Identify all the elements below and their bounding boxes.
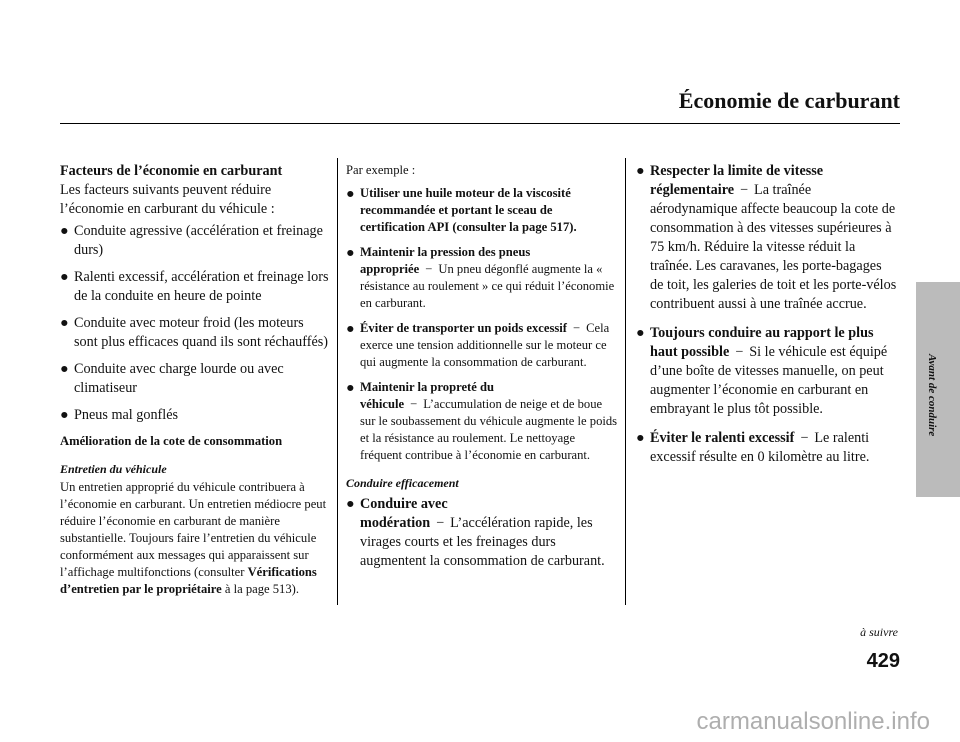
bullet-icon: ● <box>346 321 355 337</box>
column-3 <box>636 162 898 467</box>
section-tab-label: Avant de conduire <box>926 353 938 437</box>
bullet-icon: ● <box>346 496 355 512</box>
column-divider <box>625 158 626 605</box>
continued-note: à suivre <box>860 625 898 639</box>
list-item: ● Conduire avec modération − L’accélération rapide, les virages courts et les freinages durs augmentent la consommation de carburant. <box>346 496 605 569</box>
bullet-icon: ● <box>346 380 355 396</box>
bullet-icon: ● <box>60 315 69 331</box>
watermark: carmanualsonline.info <box>696 708 930 735</box>
section-heading: Amélioration de la cote de consommation <box>60 434 283 448</box>
paragraph: Un entretien approprié du véhicule contribuera à l’économie en carburant. Un entretien médiocre peut réduire l’économie en carburant de manière substantielle. Toujours faire l’entretien du véhicule conformément aux messages qui apparaissent sur l’affichage multifonctions (consulter Vérifications d’entretien par le propriétaire à la page 513). <box>60 480 327 596</box>
page-title: Économie de carburant <box>678 88 900 113</box>
column-2 <box>346 162 618 571</box>
bullet-icon: ● <box>636 325 645 341</box>
column-divider <box>337 158 338 605</box>
section-heading: Facteurs de l’économie en carburant <box>60 163 283 179</box>
page-number: 429 <box>866 650 900 672</box>
list-item: ● Conduite avec charge lourde ou avec climatiseur <box>60 361 284 396</box>
bullet-icon: ● <box>636 430 645 446</box>
list-item: ● Éviter de transporter un poids excessif − Cela exerce une tension additionnelle sur le moteur ce qui augmente la consommation de carburant. <box>346 321 610 369</box>
list-item: ● Maintenir la pression des pneus appropriée − Un pneu dégonflé augmente la « résistance au roulement » ce qui réduit l’économie en carburant. <box>346 245 615 310</box>
list-item: ● Pneus mal gonflés <box>60 407 179 423</box>
sub-heading: Conduire efficacement <box>346 476 459 490</box>
intro-text: Les facteurs suivants peuvent réduire l’économie en carburant du véhicule : <box>60 182 275 217</box>
factor-list <box>60 222 330 425</box>
list-item: ● Conduite avec moteur froid (les moteurs sont plus efficaces quand ils sont réchauffés) <box>60 315 328 350</box>
sub-heading: Entretien du véhicule <box>60 462 167 476</box>
bullet-icon: ● <box>60 361 69 377</box>
header-rule <box>60 123 900 124</box>
bullet-icon: ● <box>636 163 645 179</box>
bullet-icon: ● <box>346 186 355 202</box>
bullet-icon: ● <box>346 245 355 261</box>
list-item: ● Éviter le ralenti excessif − Le ralenti excessif résulte en 0 kilomètre au litre. <box>636 430 870 465</box>
list-item: ● Toujours conduire au rapport le plus haut possible − Si le véhicule est équipé d’une boîte de vitesses manuelle, on peut augmenter l’économie en carburant en embrayant le plus tôt possible. <box>636 325 888 417</box>
bullet-icon: ● <box>60 223 69 239</box>
intro-text: Par exemple : <box>346 163 416 177</box>
column-1 <box>60 162 330 598</box>
list-item: ● Utiliser une huile moteur de la viscosité recommandée et portant le sceau de certification API (consulter la page 517). <box>346 186 577 234</box>
bullet-icon: ● <box>60 269 69 285</box>
bullet-icon: ● <box>60 407 69 423</box>
list-item: ● Respecter la limite de vitesse réglementaire − La traînée aérodynamique affecte beaucoup la cote de consommation à des vitesses supérieures à 75 km/h. Réduire la vitesse réduit la traînée. Les caravanes, les porte-bagages de toit, les galeries de toit et les porte-vélos contribuent aussi à une traînée accrue. <box>636 163 897 312</box>
list-item: ● Maintenir la propreté du véhicule − L’accumulation de neige et de boue sur le soubassement du véhicule augmente le poids et la résistance au roulement. Le nettoyage fréquent contribue à l’économie en carburant. <box>346 380 618 462</box>
list-item: ● Conduite agressive (accélération et freinage durs) <box>60 223 323 258</box>
list-item: ● Ralenti excessif, accélération et freinage lors de la conduite en heure de pointe <box>60 269 329 304</box>
